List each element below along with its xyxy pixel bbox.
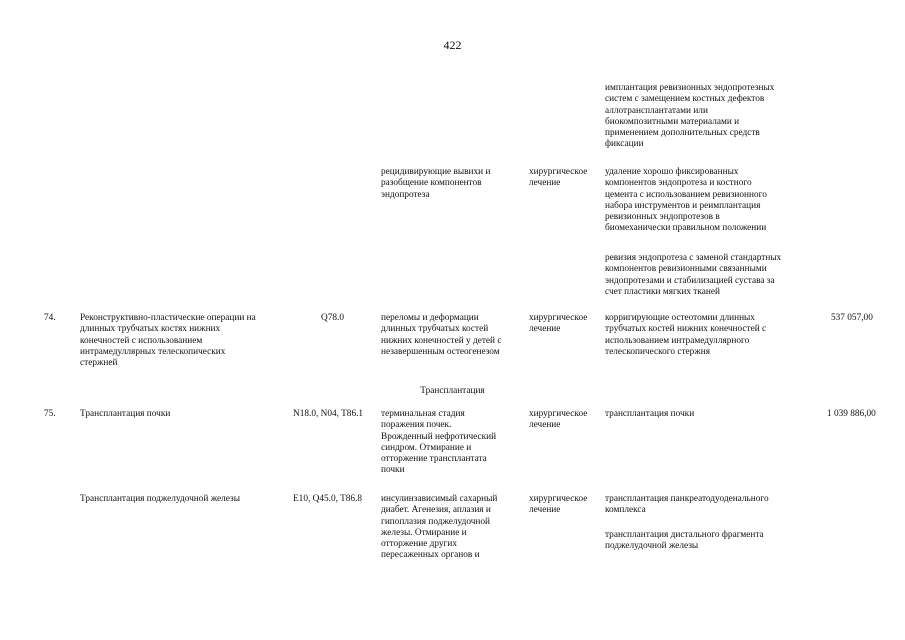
operation-name [80, 313, 256, 369]
method-line: корригирующие остеотомии длинных [605, 313, 755, 323]
operation-name [80, 494, 240, 505]
row-number: 75. [44, 409, 56, 419]
disease-line: железы. Отмирание и [381, 527, 467, 538]
treatment-cell [529, 409, 587, 432]
method-cell [605, 313, 766, 358]
treatment-cell [529, 494, 587, 517]
treatment-line: лечение [529, 178, 561, 189]
method-line: ревизия эндопротеза с заменой стандартных [605, 253, 782, 263]
method-line: удаление хорошо фиксированных [605, 167, 739, 177]
disease-line: эндопротеза [381, 189, 430, 200]
cost-value: 537 057,00 [831, 313, 873, 323]
disease-line: поражения почек. [381, 420, 452, 431]
section-title: Трансплантация [420, 386, 485, 396]
disease-line: синдром. Отмирание и [381, 442, 472, 453]
operation-name-line: Трансплантация поджелудочной железы [80, 494, 240, 504]
method-line: аллотрансплантатами или [605, 105, 708, 116]
method-line: трубчатых костей нижних конечностей с [605, 324, 767, 335]
disease-line: длинных трубчатых костей [381, 324, 489, 335]
method-cell [605, 494, 769, 517]
method-line: биомеханически правильном положении [605, 223, 767, 234]
method-line: трансплантация панкреатодуоденального [605, 494, 769, 504]
method-line: фиксации [605, 139, 644, 150]
disease-line: отторжение трансплантата [381, 454, 487, 465]
operation-name-line: Трансплантация почки [80, 409, 171, 419]
icd-codes: Q78.0 [321, 313, 344, 323]
method-line: компонентов ревизионными связанными [605, 264, 767, 275]
disease-line: терминальная стадия [381, 409, 465, 419]
disease-line: Врожденный нефротический [381, 431, 497, 442]
icd-codes: E10, Q45.0, T86.8 [293, 494, 363, 504]
method-line: использованием интрамедуллярного [605, 335, 750, 346]
method-line: систем с замещением костных дефектов [605, 94, 765, 105]
method-line: применением дополнительных средств [605, 128, 760, 139]
operation-name-line: Реконструктивно-пластические операции на [80, 313, 256, 323]
treatment-line: лечение [529, 324, 561, 335]
disease-line: пересаженных органов и [381, 550, 480, 561]
method-line: телескопического стержня [605, 346, 711, 357]
disease-line: почки [381, 465, 405, 476]
disease-cell [381, 167, 490, 201]
method-line: компонентов эндопротеза и костного [605, 178, 752, 189]
disease-line: диабет. Агенезия, аплазия и [381, 505, 491, 516]
method-cell-continued [605, 83, 774, 151]
operation-name-line: стержней [80, 358, 118, 369]
treatment-line: хирургическое [529, 494, 588, 504]
method-line: поджелудочной железы [605, 541, 699, 552]
disease-line: отторжение других [381, 539, 457, 550]
treatment-line: хирургическое [529, 167, 588, 177]
method-line: счет пластики мягких тканей [605, 286, 720, 297]
treatment-line: лечение [529, 420, 561, 431]
row-number: 74. [44, 313, 56, 323]
disease-line: нижних конечностей у детей с [381, 335, 502, 346]
method-line: набора инструментов и реимплантация [605, 200, 761, 211]
method-line: трансплантация почки [605, 409, 695, 419]
disease-line: гипоплазия поджелудочной [381, 516, 491, 527]
treatment-cell [529, 313, 587, 336]
disease-line: разобщение компонентов [381, 178, 482, 189]
disease-line: рецидивирующие вывихи и [381, 167, 491, 177]
disease-cell [381, 409, 496, 477]
method-cell [605, 167, 767, 235]
operation-name-line: интрамедуллярных телескопических [80, 346, 226, 357]
method-line: ревизионных эндопротезов в [605, 212, 720, 223]
disease-line: переломы и деформации [381, 313, 479, 323]
disease-cell [381, 313, 501, 358]
disease-line: инсулинзависимый сахарный [381, 494, 498, 504]
operation-name [80, 409, 170, 420]
treatment-line: хирургическое [529, 313, 588, 323]
cost-value: 1 039 886,00 [827, 409, 876, 419]
method-line: биокомпозитными материалами и [605, 116, 740, 127]
method-cell [605, 409, 694, 420]
treatment-line: лечение [529, 505, 561, 516]
operation-name-line: конечностей с использованием [80, 335, 203, 346]
treatment-line: хирургическое [529, 409, 588, 419]
disease-line: незавершенным остеогенезом [381, 346, 500, 357]
disease-cell [381, 494, 497, 562]
treatment-cell [529, 167, 587, 190]
icd-codes: N18.0, N04, T86.1 [293, 409, 364, 419]
method-line: эндопротезами и стабилизацией сустава за [605, 275, 775, 286]
method-cell [605, 253, 781, 298]
method-cell [605, 530, 764, 553]
page-number: 422 [443, 38, 462, 52]
method-line: трансплантация дистального фрагмента [605, 530, 764, 540]
method-line: цемента с использованием ревизионного [605, 189, 767, 200]
method-line: комплекса [605, 505, 646, 516]
operation-name-line: длинных трубчатых костях нижних [80, 324, 221, 335]
method-line: имплантация ревизионных эндопротезных [605, 83, 775, 93]
